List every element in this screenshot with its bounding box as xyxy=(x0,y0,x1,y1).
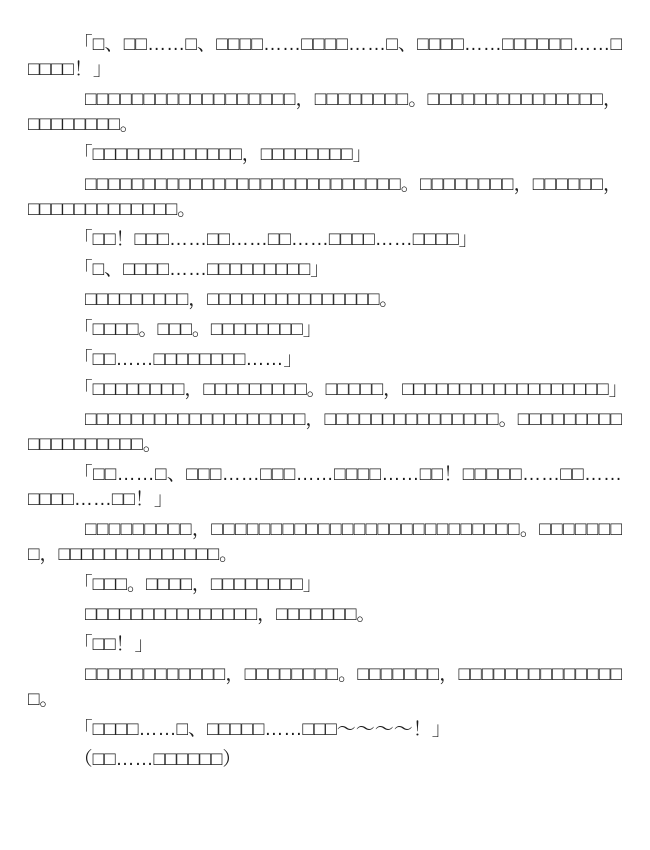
paragraph-2: □□□□□□□□□□□□□□□□□□，□□□□□□□□。□□□□□□□□□□□□□□□，□□□□□□□□。 xyxy=(28,89,622,135)
paragraph-16: 「□□！」 xyxy=(73,634,154,655)
paragraph-19: （□□……□□□□□□） xyxy=(73,749,242,770)
paragraph-1: 「□、□□……□、□□□□……□□□□……□、□□□□……□□□□□□……□□□□□！」 xyxy=(28,34,622,80)
paragraph-13: □□□□□□□□□，□□□□□□□□□□□□□□□□□□□□□□□□□□。□□□□□□□□，□□□□□□□□□□□□□□。 xyxy=(28,519,622,565)
paragraph-17: □□□□□□□□□□□□，□□□□□□□□。□□□□□□□，□□□□□□□□□□□□□□□。 xyxy=(28,664,622,710)
paragraph-12: 「□□……□、□□□……□□□……□□□□……□□！□□□□□……□□……□□□□……□□！」 xyxy=(28,464,622,510)
paragraph-10: 「□□□□□□□□，□□□□□□□□□。□□□□□，□□□□□□□□□□□□□□□□□□」 xyxy=(73,379,628,400)
paragraph-18: 「□□□□……□、□□□□□……□□□～～～～！」 xyxy=(73,719,451,740)
paragraph-3: 「□□□□□□□□□□□□□，□□□□□□□□」 xyxy=(73,144,372,165)
paragraph-11: □□□□□□□□□□□□□□□□□□□，□□□□□□□□□□□□□□□。□□□□□□□□□□□□□□□□□□□。 xyxy=(28,409,622,455)
paragraph-4: □□□□□□□□□□□□□□□□□□□□□□□□□□□。□□□□□□□□，□□□□□□，□□□□□□□□□□□□□。 xyxy=(28,174,622,220)
paragraph-6: 「□、□□□□……□□□□□□□□□」 xyxy=(73,259,330,280)
paragraph-8: 「□□□□。□□□。□□□□□□□□」 xyxy=(73,319,322,340)
paragraph-5: 「□□！□□□……□□……□□……□□□□……□□□□」 xyxy=(73,229,478,250)
paragraph-15: □□□□□□□□□□□□□□□，□□□□□□□。 xyxy=(85,604,376,625)
paragraph-14: 「□□□。□□□□，□□□□□□□□」 xyxy=(73,574,322,595)
paragraph-9: 「□□……□□□□□□□□……」 xyxy=(73,349,303,370)
paragraph-7: □□□□□□□□□，□□□□□□□□□□□□□□□。 xyxy=(85,289,399,310)
